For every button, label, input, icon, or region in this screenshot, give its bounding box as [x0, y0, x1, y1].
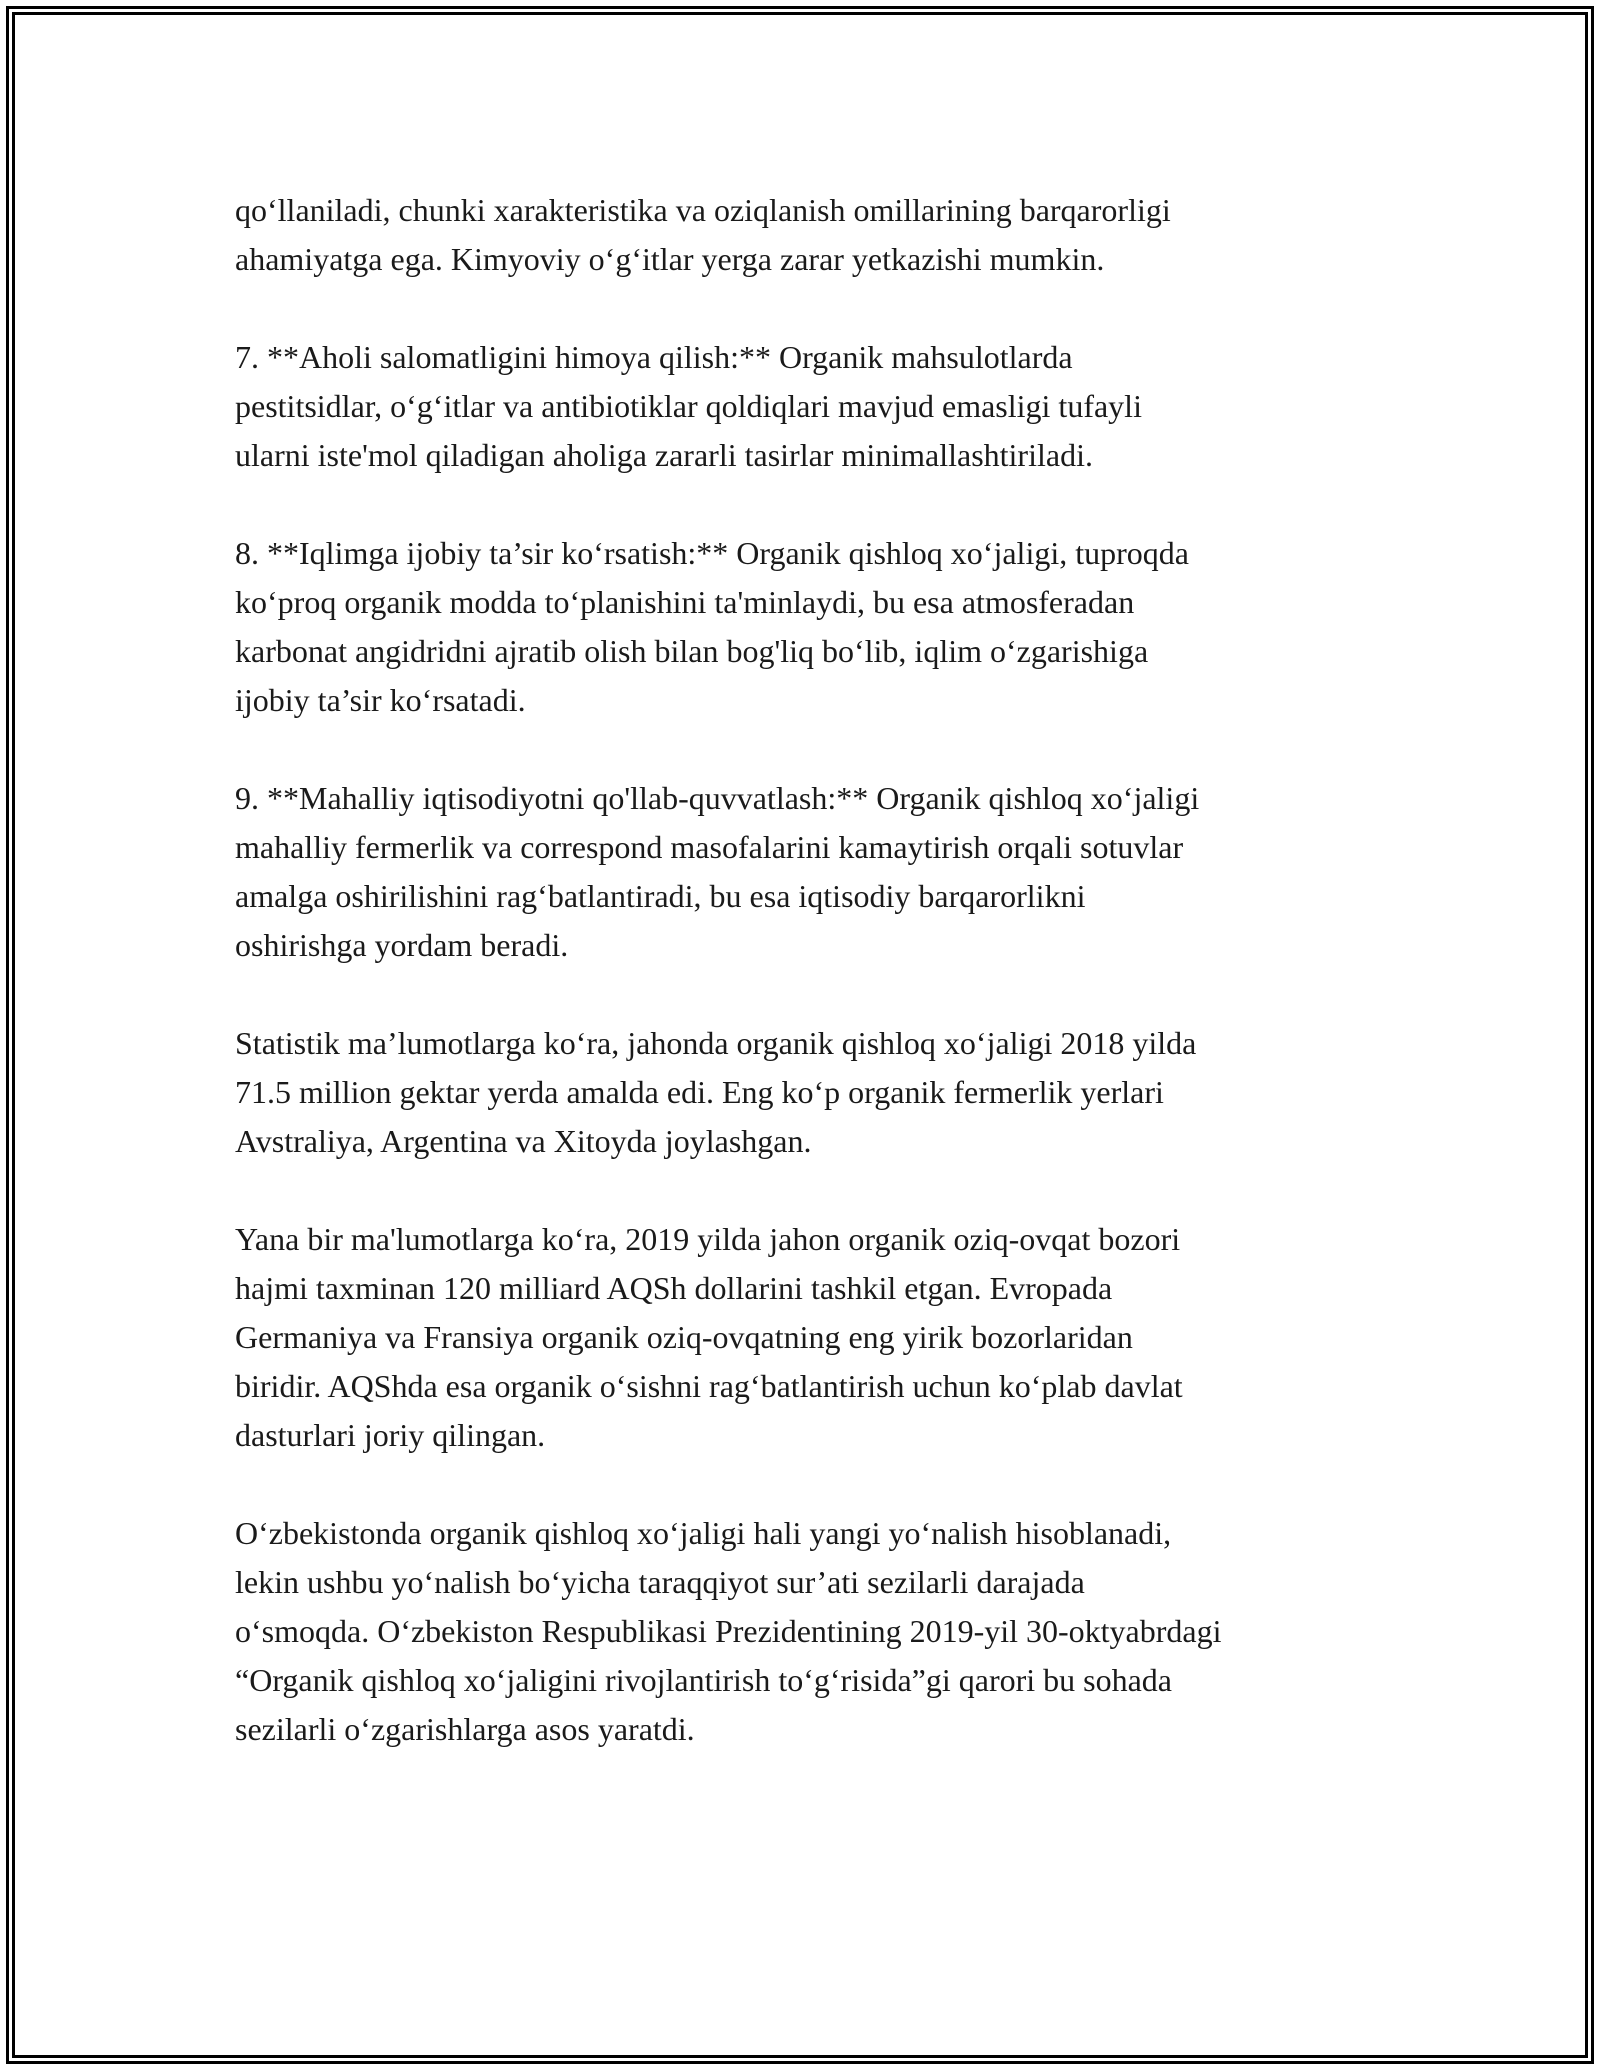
text-line: hajmi taxminan 120 milliard AQSh dollarini tashkil etgan. Evropada: [235, 1270, 1113, 1306]
text-line: amalga oshirilishini rag‘batlantiradi, bu esa iqtisodiy barqarorlikni: [235, 878, 1086, 914]
text-line: o‘smoqda. O‘zbekiston Respublikasi Prezidentining 2019-yil 30-oktyabrdagi: [235, 1613, 1222, 1649]
text-line: qo‘llaniladi, chunki xarakteristika va oziqlanish omillarining barqarorligi: [235, 192, 1171, 228]
text-line: oshirishga yordam beradi.: [235, 927, 569, 963]
text-line: O‘zbekistonda organik qishloq xo‘jaligi hali yangi yo‘nalish hisoblanadi,: [235, 1515, 1172, 1551]
paragraph-item-8: [235, 529, 1395, 725]
text-line: “Organik qishloq xo‘jaligini rivojlantirish to‘g‘risida”gi qarori bu sohada: [235, 1662, 1172, 1698]
text-line: 71.5 million gektar yerda amalda edi. Eng ko‘p organik fermerlik yerlari: [235, 1074, 1164, 1110]
paragraph-item-9: [235, 774, 1395, 970]
text-line: biridir. AQShda esa organik o‘sishni rag‘batlantirish uchun ko‘plab davlat: [235, 1368, 1183, 1404]
text-line: Statistik ma’lumotlarga ko‘ra, jahonda organik qishloq xo‘jaligi 2018 yilda: [235, 1025, 1197, 1061]
text-line: ijobiy ta’sir ko‘rsatadi.: [235, 682, 526, 718]
text-line: pestitsidlar, o‘g‘itlar va antibiotiklar qoldiqlari mavjud emasligi tufayli: [235, 388, 1142, 424]
text-line: 9. **Mahalliy iqtisodiyotni qo'llab-quvvatlash:** Organik qishloq xo‘jaligi: [235, 780, 1200, 816]
paragraph-market: [235, 1215, 1395, 1460]
document-body: [235, 186, 1395, 1803]
paragraph-continuation: [235, 186, 1395, 284]
text-line: ahamiyatga ega. Kimyoviy o‘g‘itlar yerga zarar yetkazishi mumkin.: [235, 241, 1105, 277]
text-line: 7. **Aholi salomatligini himoya qilish:** Organik mahsulotlarda: [235, 339, 1073, 375]
text-line: Avstraliya, Argentina va Xitoyda joylashgan.: [235, 1123, 812, 1159]
text-line: lekin ushbu yo‘nalish bo‘yicha taraqqiyot sur’ati sezilarli darajada: [235, 1564, 1085, 1600]
text-line: Germaniya va Fransiya organik oziq-ovqatning eng yirik bozorlaridan: [235, 1319, 1133, 1355]
text-line: ularni iste'mol qiladigan aholiga zararli tasirlar minimallashtiriladi.: [235, 437, 1093, 473]
paragraph-uzbekistan: [235, 1509, 1395, 1754]
paragraph-statistics: [235, 1019, 1395, 1166]
text-line: sezilarli o‘zgarishlarga asos yaratdi.: [235, 1711, 695, 1747]
text-line: Yana bir ma'lumotlarga ko‘ra, 2019 yilda jahon organik oziq-ovqat bozori: [235, 1221, 1181, 1257]
text-line: dasturlari joriy qilingan.: [235, 1417, 546, 1453]
text-line: ko‘proq organik modda to‘planishini ta'minlaydi, bu esa atmosferadan: [235, 584, 1135, 620]
text-line: karbonat angidridni ajratib olish bilan bog'liq bo‘lib, iqlim o‘zgarishiga: [235, 633, 1149, 669]
text-line: mahalliy fermerlik va correspond masofalarini kamaytirish orqali sotuvlar: [235, 829, 1184, 865]
paragraph-item-7: [235, 333, 1395, 480]
text-line: 8. **Iqlimga ijobiy ta’sir ko‘rsatish:** Organik qishloq xo‘jaligi, tuproqda: [235, 535, 1189, 571]
